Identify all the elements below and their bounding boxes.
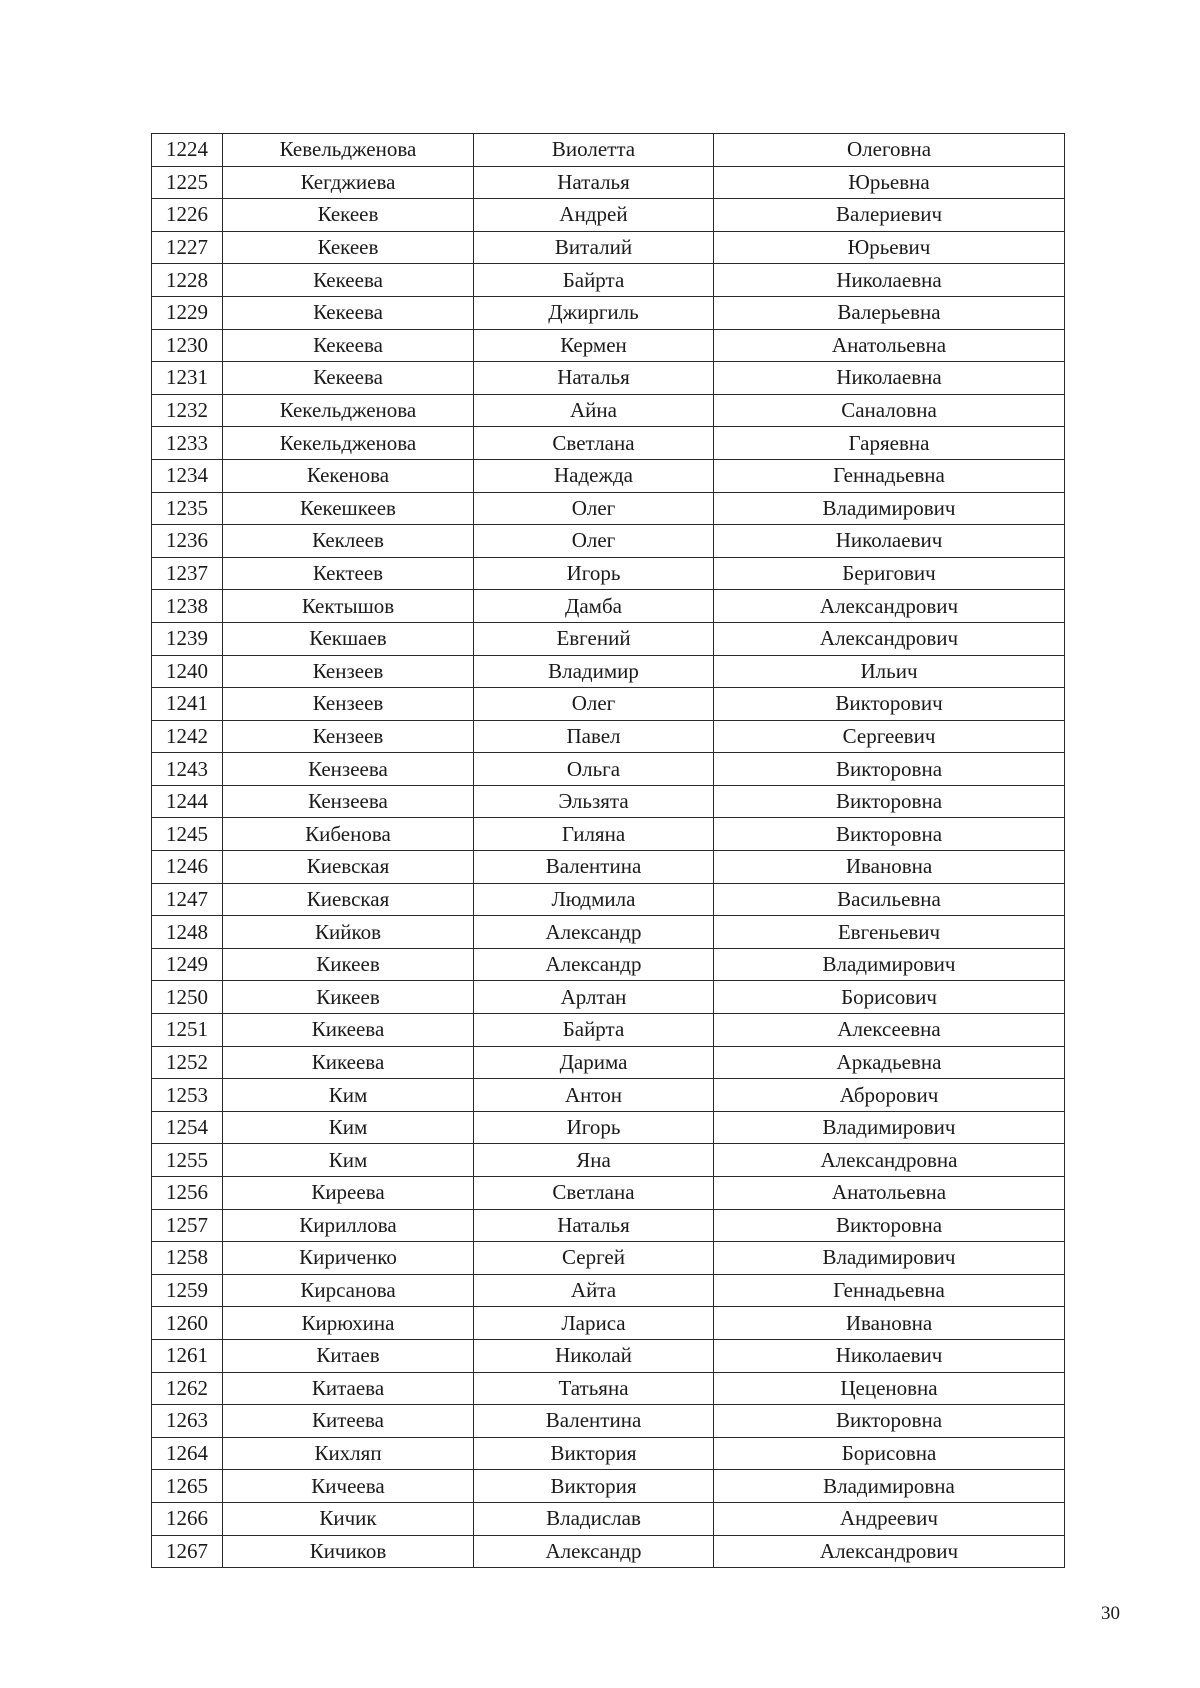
first-name-cell: Наталья <box>474 362 714 395</box>
first-name-cell: Александр <box>474 916 714 949</box>
table-row <box>152 1014 1065 1047</box>
table-row <box>152 134 1065 167</box>
first-name-cell: Светлана <box>474 1177 714 1210</box>
row-number-cell: 1259 <box>152 1274 223 1307</box>
row-number-cell: 1238 <box>152 590 223 623</box>
surname-cell: Кектышов <box>223 590 474 623</box>
table-row <box>152 851 1065 884</box>
surname-cell: Кекеев <box>223 199 474 232</box>
row-number-cell: 1230 <box>152 329 223 362</box>
patronymic-cell: Владимирович <box>714 1111 1065 1144</box>
patronymic-cell: Викторовна <box>714 1209 1065 1242</box>
first-name-cell: Арлтан <box>474 981 714 1014</box>
first-name-cell: Александр <box>474 1535 714 1568</box>
patronymic-cell: Саналовна <box>714 394 1065 427</box>
patronymic-cell: Олеговна <box>714 134 1065 167</box>
patronymic-cell: Викторовна <box>714 1405 1065 1438</box>
row-number-cell: 1234 <box>152 459 223 492</box>
row-number-cell: 1247 <box>152 883 223 916</box>
patronymic-cell: Гаряевна <box>714 427 1065 460</box>
row-number-cell: 1225 <box>152 166 223 199</box>
row-number-cell: 1244 <box>152 785 223 818</box>
row-number-cell: 1236 <box>152 525 223 558</box>
table-row <box>152 622 1065 655</box>
first-name-cell: Айна <box>474 394 714 427</box>
surname-cell: Ким <box>223 1111 474 1144</box>
surname-cell: Кевельдженова <box>223 134 474 167</box>
row-number-cell: 1226 <box>152 199 223 232</box>
first-name-cell: Гиляна <box>474 818 714 851</box>
patronymic-cell: Анатольевна <box>714 329 1065 362</box>
row-number-cell: 1250 <box>152 981 223 1014</box>
table-row <box>152 231 1065 264</box>
patronymic-cell: Владимировна <box>714 1470 1065 1503</box>
first-name-cell: Валентина <box>474 1405 714 1438</box>
row-number-cell: 1255 <box>152 1144 223 1177</box>
patronymic-cell: Владимирович <box>714 1242 1065 1275</box>
patronymic-cell: Николаевна <box>714 264 1065 297</box>
first-name-cell: Виолетта <box>474 134 714 167</box>
surname-cell: Кекельдженова <box>223 394 474 427</box>
patronymic-cell: Владимирович <box>714 492 1065 525</box>
patronymic-cell: Геннадьевна <box>714 1274 1065 1307</box>
surname-cell: Киевская <box>223 851 474 884</box>
surname-cell: Кекеев <box>223 231 474 264</box>
first-name-cell: Сергей <box>474 1242 714 1275</box>
row-number-cell: 1262 <box>152 1372 223 1405</box>
first-name-cell: Александр <box>474 948 714 981</box>
surname-cell: Кекшаев <box>223 622 474 655</box>
patronymic-cell: Цеценовна <box>714 1372 1065 1405</box>
patronymic-cell: Викторовна <box>714 753 1065 786</box>
row-number-cell: 1267 <box>152 1535 223 1568</box>
table-row <box>152 1209 1065 1242</box>
patronymic-cell: Беригович <box>714 557 1065 590</box>
patronymic-cell: Николаевич <box>714 1339 1065 1372</box>
patronymic-cell: Николаевич <box>714 525 1065 558</box>
first-name-cell: Валентина <box>474 851 714 884</box>
patronymic-cell: Аркадьевна <box>714 1046 1065 1079</box>
patronymic-cell: Юрьевич <box>714 231 1065 264</box>
surname-cell: Китаев <box>223 1339 474 1372</box>
surname-cell: Кензеев <box>223 688 474 721</box>
table-row <box>152 785 1065 818</box>
surname-cell: Кихляп <box>223 1437 474 1470</box>
table-row <box>152 753 1065 786</box>
patronymic-cell: Васильевна <box>714 883 1065 916</box>
first-name-cell: Олег <box>474 492 714 525</box>
surname-cell: Кензеева <box>223 785 474 818</box>
row-number-cell: 1258 <box>152 1242 223 1275</box>
surname-cell: Кензеев <box>223 655 474 688</box>
table-row <box>152 329 1065 362</box>
first-name-cell: Дарима <box>474 1046 714 1079</box>
table-row <box>152 1177 1065 1210</box>
names-table <box>151 133 1065 1568</box>
first-name-cell: Байрта <box>474 264 714 297</box>
patronymic-cell: Юрьевна <box>714 166 1065 199</box>
row-number-cell: 1261 <box>152 1339 223 1372</box>
first-name-cell: Байрта <box>474 1014 714 1047</box>
patronymic-cell: Александрович <box>714 1535 1065 1568</box>
patronymic-cell: Викторовна <box>714 785 1065 818</box>
row-number-cell: 1229 <box>152 296 223 329</box>
row-number-cell: 1257 <box>152 1209 223 1242</box>
surname-cell: Кириллова <box>223 1209 474 1242</box>
first-name-cell: Яна <box>474 1144 714 1177</box>
patronymic-cell: Ивановна <box>714 1307 1065 1340</box>
first-name-cell: Виктория <box>474 1470 714 1503</box>
first-name-cell: Ольга <box>474 753 714 786</box>
page-number: 30 <box>1101 1603 1120 1624</box>
surname-cell: Кикеев <box>223 981 474 1014</box>
first-name-cell: Надежда <box>474 459 714 492</box>
row-number-cell: 1246 <box>152 851 223 884</box>
table-row <box>152 199 1065 232</box>
patronymic-cell: Алексеевна <box>714 1014 1065 1047</box>
row-number-cell: 1263 <box>152 1405 223 1438</box>
patronymic-cell: Викторовна <box>714 818 1065 851</box>
surname-cell: Ким <box>223 1144 474 1177</box>
first-name-cell: Айта <box>474 1274 714 1307</box>
patronymic-cell: Александровна <box>714 1144 1065 1177</box>
patronymic-cell: Геннадьевна <box>714 459 1065 492</box>
table-row <box>152 1111 1065 1144</box>
row-number-cell: 1233 <box>152 427 223 460</box>
surname-cell: Кекельдженова <box>223 427 474 460</box>
table-row <box>152 427 1065 460</box>
first-name-cell: Владимир <box>474 655 714 688</box>
first-name-cell: Андрей <box>474 199 714 232</box>
patronymic-cell: Викторович <box>714 688 1065 721</box>
first-name-cell: Татьяна <box>474 1372 714 1405</box>
patronymic-cell: Борисовна <box>714 1437 1065 1470</box>
surname-cell: Киевская <box>223 883 474 916</box>
row-number-cell: 1253 <box>152 1079 223 1112</box>
row-number-cell: 1224 <box>152 134 223 167</box>
patronymic-cell: Валериевич <box>714 199 1065 232</box>
patronymic-cell: Александрович <box>714 590 1065 623</box>
first-name-cell: Джиргиль <box>474 296 714 329</box>
first-name-cell: Виктория <box>474 1437 714 1470</box>
patronymic-cell: Ивановна <box>714 851 1065 884</box>
table-row <box>152 459 1065 492</box>
first-name-cell: Владислав <box>474 1502 714 1535</box>
surname-cell: Кензеев <box>223 720 474 753</box>
patronymic-cell: Владимирович <box>714 948 1065 981</box>
table-row <box>152 1274 1065 1307</box>
table-row <box>152 981 1065 1014</box>
first-name-cell: Кермен <box>474 329 714 362</box>
table-row <box>152 1339 1065 1372</box>
table-row <box>152 166 1065 199</box>
table-row <box>152 1372 1065 1405</box>
row-number-cell: 1242 <box>152 720 223 753</box>
table-row <box>152 1470 1065 1503</box>
table-row <box>152 264 1065 297</box>
table-row <box>152 394 1065 427</box>
table-row <box>152 590 1065 623</box>
surname-cell: Ким <box>223 1079 474 1112</box>
row-number-cell: 1231 <box>152 362 223 395</box>
row-number-cell: 1245 <box>152 818 223 851</box>
first-name-cell: Павел <box>474 720 714 753</box>
surname-cell: Кичиков <box>223 1535 474 1568</box>
surname-cell: Кибенова <box>223 818 474 851</box>
first-name-cell: Дамба <box>474 590 714 623</box>
first-name-cell: Виталий <box>474 231 714 264</box>
row-number-cell: 1240 <box>152 655 223 688</box>
first-name-cell: Игорь <box>474 1111 714 1144</box>
surname-cell: Кийков <box>223 916 474 949</box>
surname-cell: Кекеева <box>223 329 474 362</box>
surname-cell: Кекеева <box>223 264 474 297</box>
surname-cell: Кикеева <box>223 1014 474 1047</box>
row-number-cell: 1264 <box>152 1437 223 1470</box>
table-row <box>152 1079 1065 1112</box>
surname-cell: Кегджиева <box>223 166 474 199</box>
first-name-cell: Евгений <box>474 622 714 655</box>
row-number-cell: 1241 <box>152 688 223 721</box>
surname-cell: Кикеева <box>223 1046 474 1079</box>
table-row <box>152 916 1065 949</box>
surname-cell: Китеева <box>223 1405 474 1438</box>
surname-cell: Китаева <box>223 1372 474 1405</box>
patronymic-cell: Николаевна <box>714 362 1065 395</box>
surname-cell: Кириченко <box>223 1242 474 1275</box>
row-number-cell: 1235 <box>152 492 223 525</box>
first-name-cell: Светлана <box>474 427 714 460</box>
row-number-cell: 1256 <box>152 1177 223 1210</box>
surname-cell: Кекешкеев <box>223 492 474 525</box>
first-name-cell: Лариса <box>474 1307 714 1340</box>
first-name-cell: Антон <box>474 1079 714 1112</box>
first-name-cell: Эльзята <box>474 785 714 818</box>
row-number-cell: 1237 <box>152 557 223 590</box>
table-row <box>152 296 1065 329</box>
table-row <box>152 1405 1065 1438</box>
table-row <box>152 1437 1065 1470</box>
table-row <box>152 362 1065 395</box>
surname-cell: Киреева <box>223 1177 474 1210</box>
first-name-cell: Олег <box>474 525 714 558</box>
patronymic-cell: Аброрович <box>714 1079 1065 1112</box>
row-number-cell: 1243 <box>152 753 223 786</box>
first-name-cell: Игорь <box>474 557 714 590</box>
table-row <box>152 1502 1065 1535</box>
patronymic-cell: Александрович <box>714 622 1065 655</box>
first-name-cell: Наталья <box>474 166 714 199</box>
surname-cell: Кикеев <box>223 948 474 981</box>
row-number-cell: 1248 <box>152 916 223 949</box>
table-row <box>152 1307 1065 1340</box>
surname-cell: Кекенова <box>223 459 474 492</box>
surname-cell: Кирюхина <box>223 1307 474 1340</box>
row-number-cell: 1232 <box>152 394 223 427</box>
row-number-cell: 1228 <box>152 264 223 297</box>
table-row <box>152 688 1065 721</box>
patronymic-cell: Ильич <box>714 655 1065 688</box>
surname-cell: Кекеева <box>223 362 474 395</box>
surname-cell: Кеклеев <box>223 525 474 558</box>
patronymic-cell: Анатольевна <box>714 1177 1065 1210</box>
names-table-body <box>152 134 1065 1568</box>
patronymic-cell: Сергеевич <box>714 720 1065 753</box>
patronymic-cell: Евгеньевич <box>714 916 1065 949</box>
surname-cell: Кензеева <box>223 753 474 786</box>
row-number-cell: 1266 <box>152 1502 223 1535</box>
first-name-cell: Наталья <box>474 1209 714 1242</box>
surname-cell: Кектеев <box>223 557 474 590</box>
row-number-cell: 1227 <box>152 231 223 264</box>
surname-cell: Кичеева <box>223 1470 474 1503</box>
surname-cell: Кичик <box>223 1502 474 1535</box>
table-row <box>152 525 1065 558</box>
patronymic-cell: Андреевич <box>714 1502 1065 1535</box>
table-row <box>152 1242 1065 1275</box>
row-number-cell: 1265 <box>152 1470 223 1503</box>
patronymic-cell: Борисович <box>714 981 1065 1014</box>
row-number-cell: 1249 <box>152 948 223 981</box>
surname-cell: Кекеева <box>223 296 474 329</box>
table-row <box>152 1535 1065 1568</box>
table-row <box>152 492 1065 525</box>
table-row <box>152 883 1065 916</box>
row-number-cell: 1254 <box>152 1111 223 1144</box>
first-name-cell: Людмила <box>474 883 714 916</box>
table-row <box>152 720 1065 753</box>
table-row <box>152 655 1065 688</box>
table-row <box>152 557 1065 590</box>
patronymic-cell: Валерьевна <box>714 296 1065 329</box>
first-name-cell: Олег <box>474 688 714 721</box>
row-number-cell: 1260 <box>152 1307 223 1340</box>
table-row <box>152 1046 1065 1079</box>
table-row <box>152 948 1065 981</box>
row-number-cell: 1251 <box>152 1014 223 1047</box>
first-name-cell: Николай <box>474 1339 714 1372</box>
table-row <box>152 818 1065 851</box>
row-number-cell: 1252 <box>152 1046 223 1079</box>
surname-cell: Кирсанова <box>223 1274 474 1307</box>
table-row <box>152 1144 1065 1177</box>
row-number-cell: 1239 <box>152 622 223 655</box>
